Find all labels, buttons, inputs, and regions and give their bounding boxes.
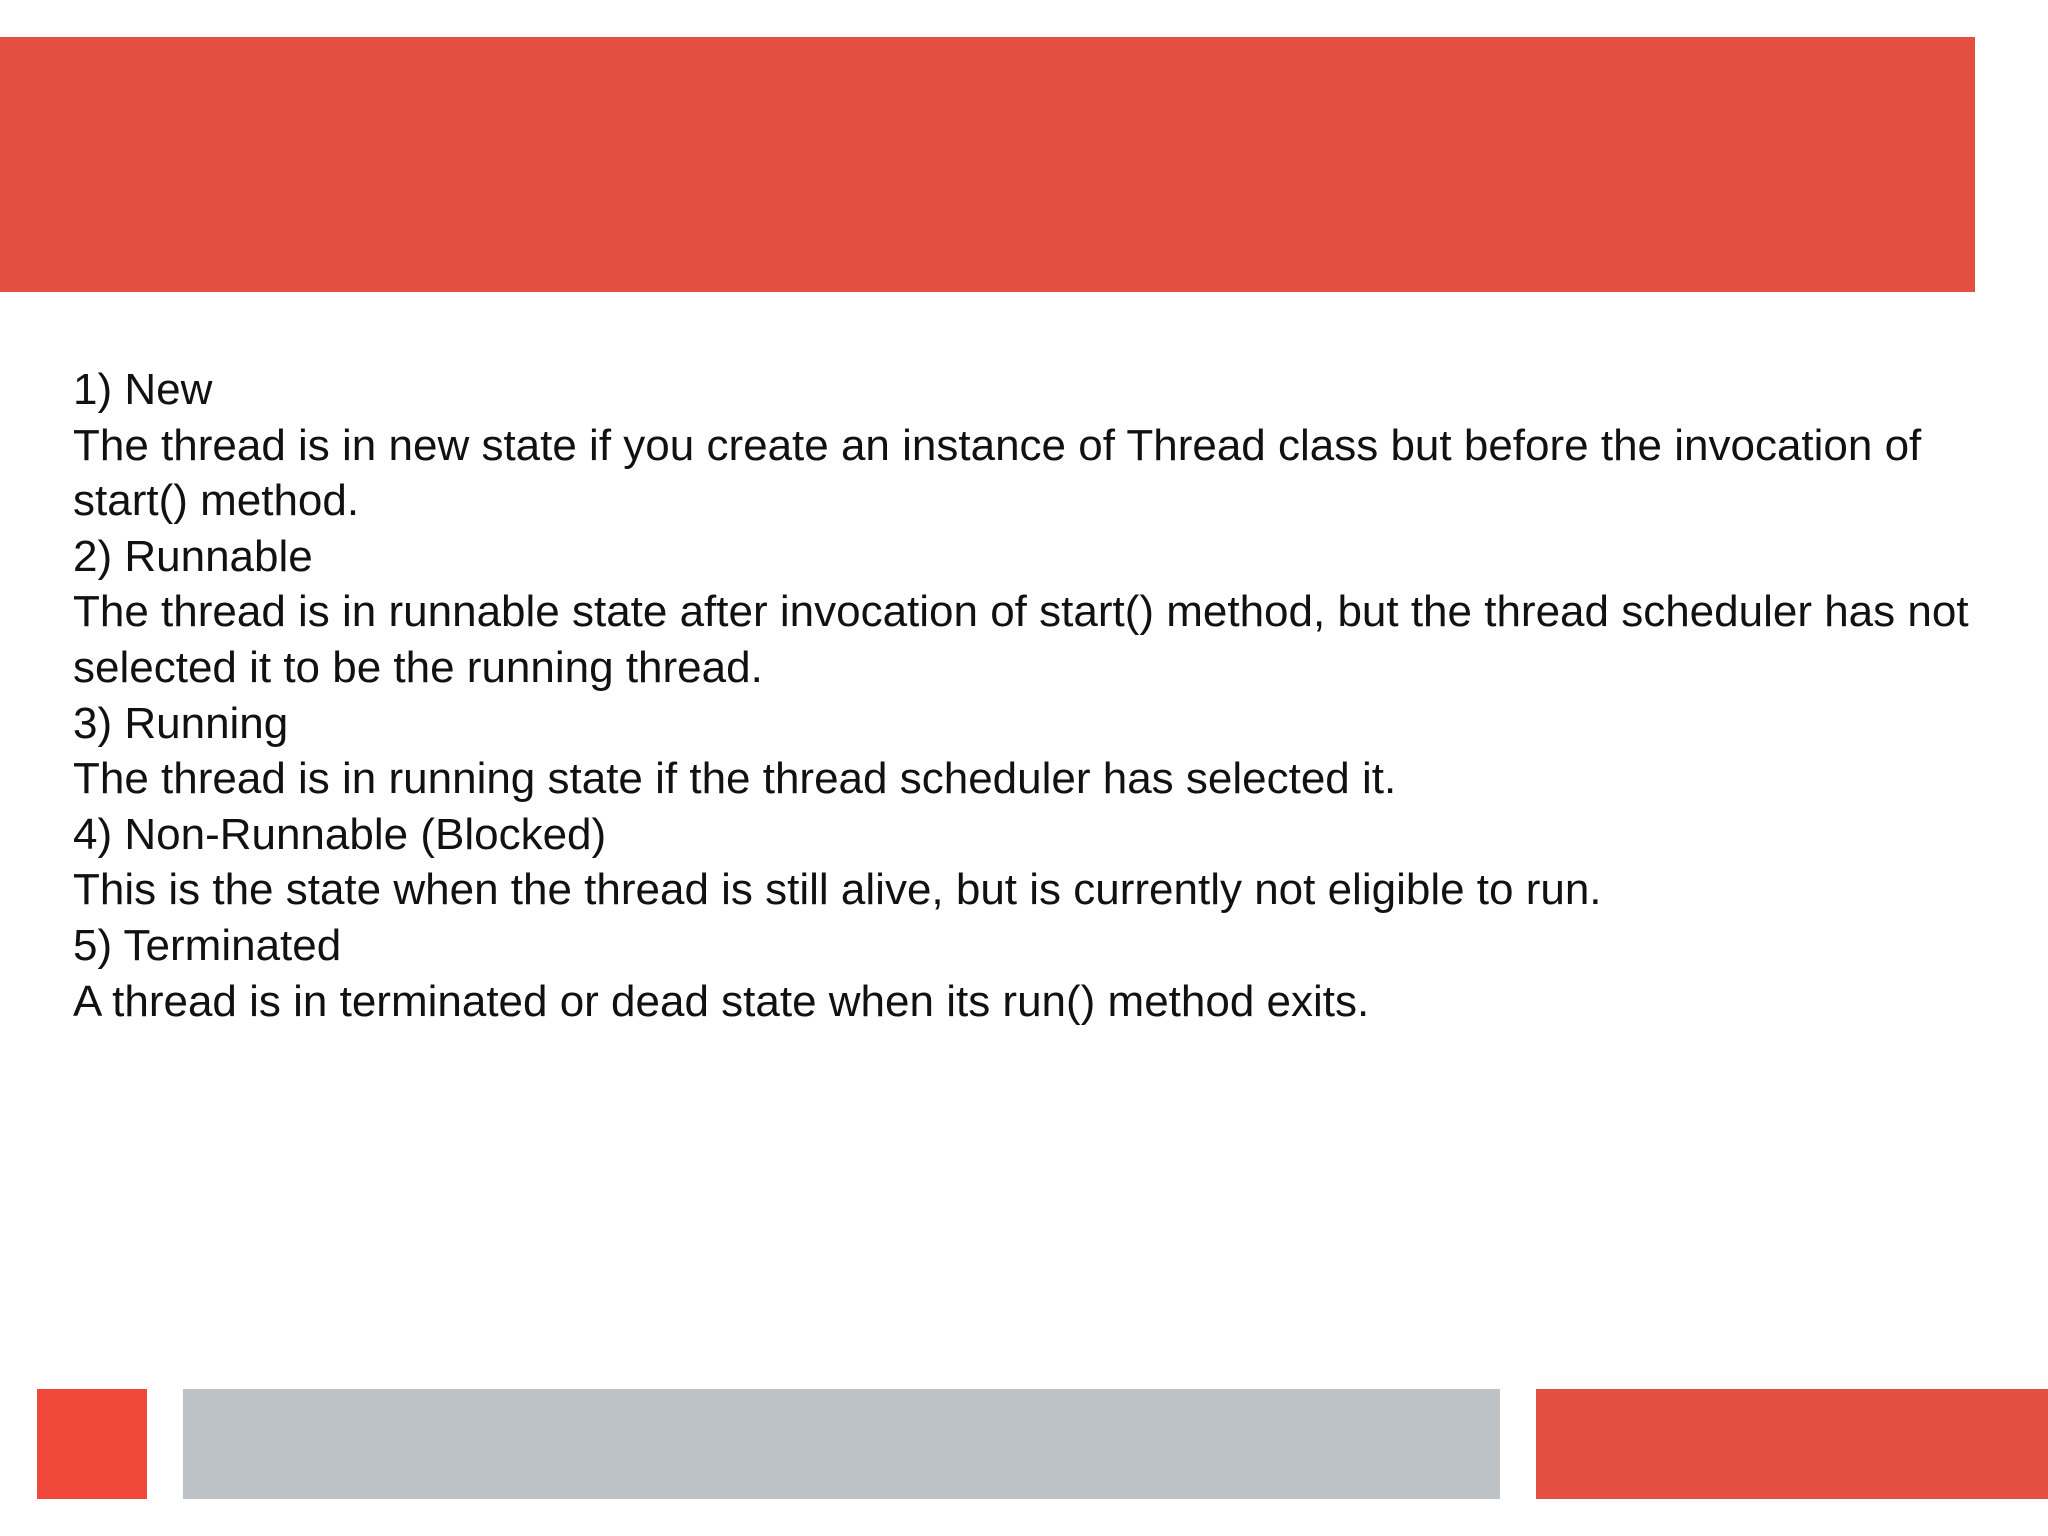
state-description: A thread is in terminated or dead state when its run() method exits. — [73, 976, 1370, 1026]
header-banner — [0, 37, 1975, 292]
footer-gray-bar — [183, 1389, 1500, 1499]
footer-left-square — [37, 1389, 147, 1499]
slide-body — [73, 362, 2013, 1029]
state-heading: 2) Runnable — [73, 531, 313, 581]
state-heading: 5) Terminated — [73, 920, 342, 970]
state-heading: 4) Non-Runnable (Blocked) — [73, 809, 607, 859]
state-description: This is the state when the thread is still alive, but is currently not eligible to run. — [73, 865, 1602, 915]
footer-right-bar — [1536, 1389, 2048, 1499]
state-heading: 1) New — [73, 365, 213, 414]
state-description: The thread is in runnable state after invocation of start() method, but the thread scheduler has not selected it to be the running thread. — [73, 587, 1969, 692]
state-heading: 3) Running — [73, 698, 289, 748]
state-description: The thread is in running state if the thread scheduler has selected it. — [73, 754, 1397, 804]
state-description: The thread is in new state if you create an instance of Thread class but before the invocation of start() method. — [73, 420, 1922, 526]
